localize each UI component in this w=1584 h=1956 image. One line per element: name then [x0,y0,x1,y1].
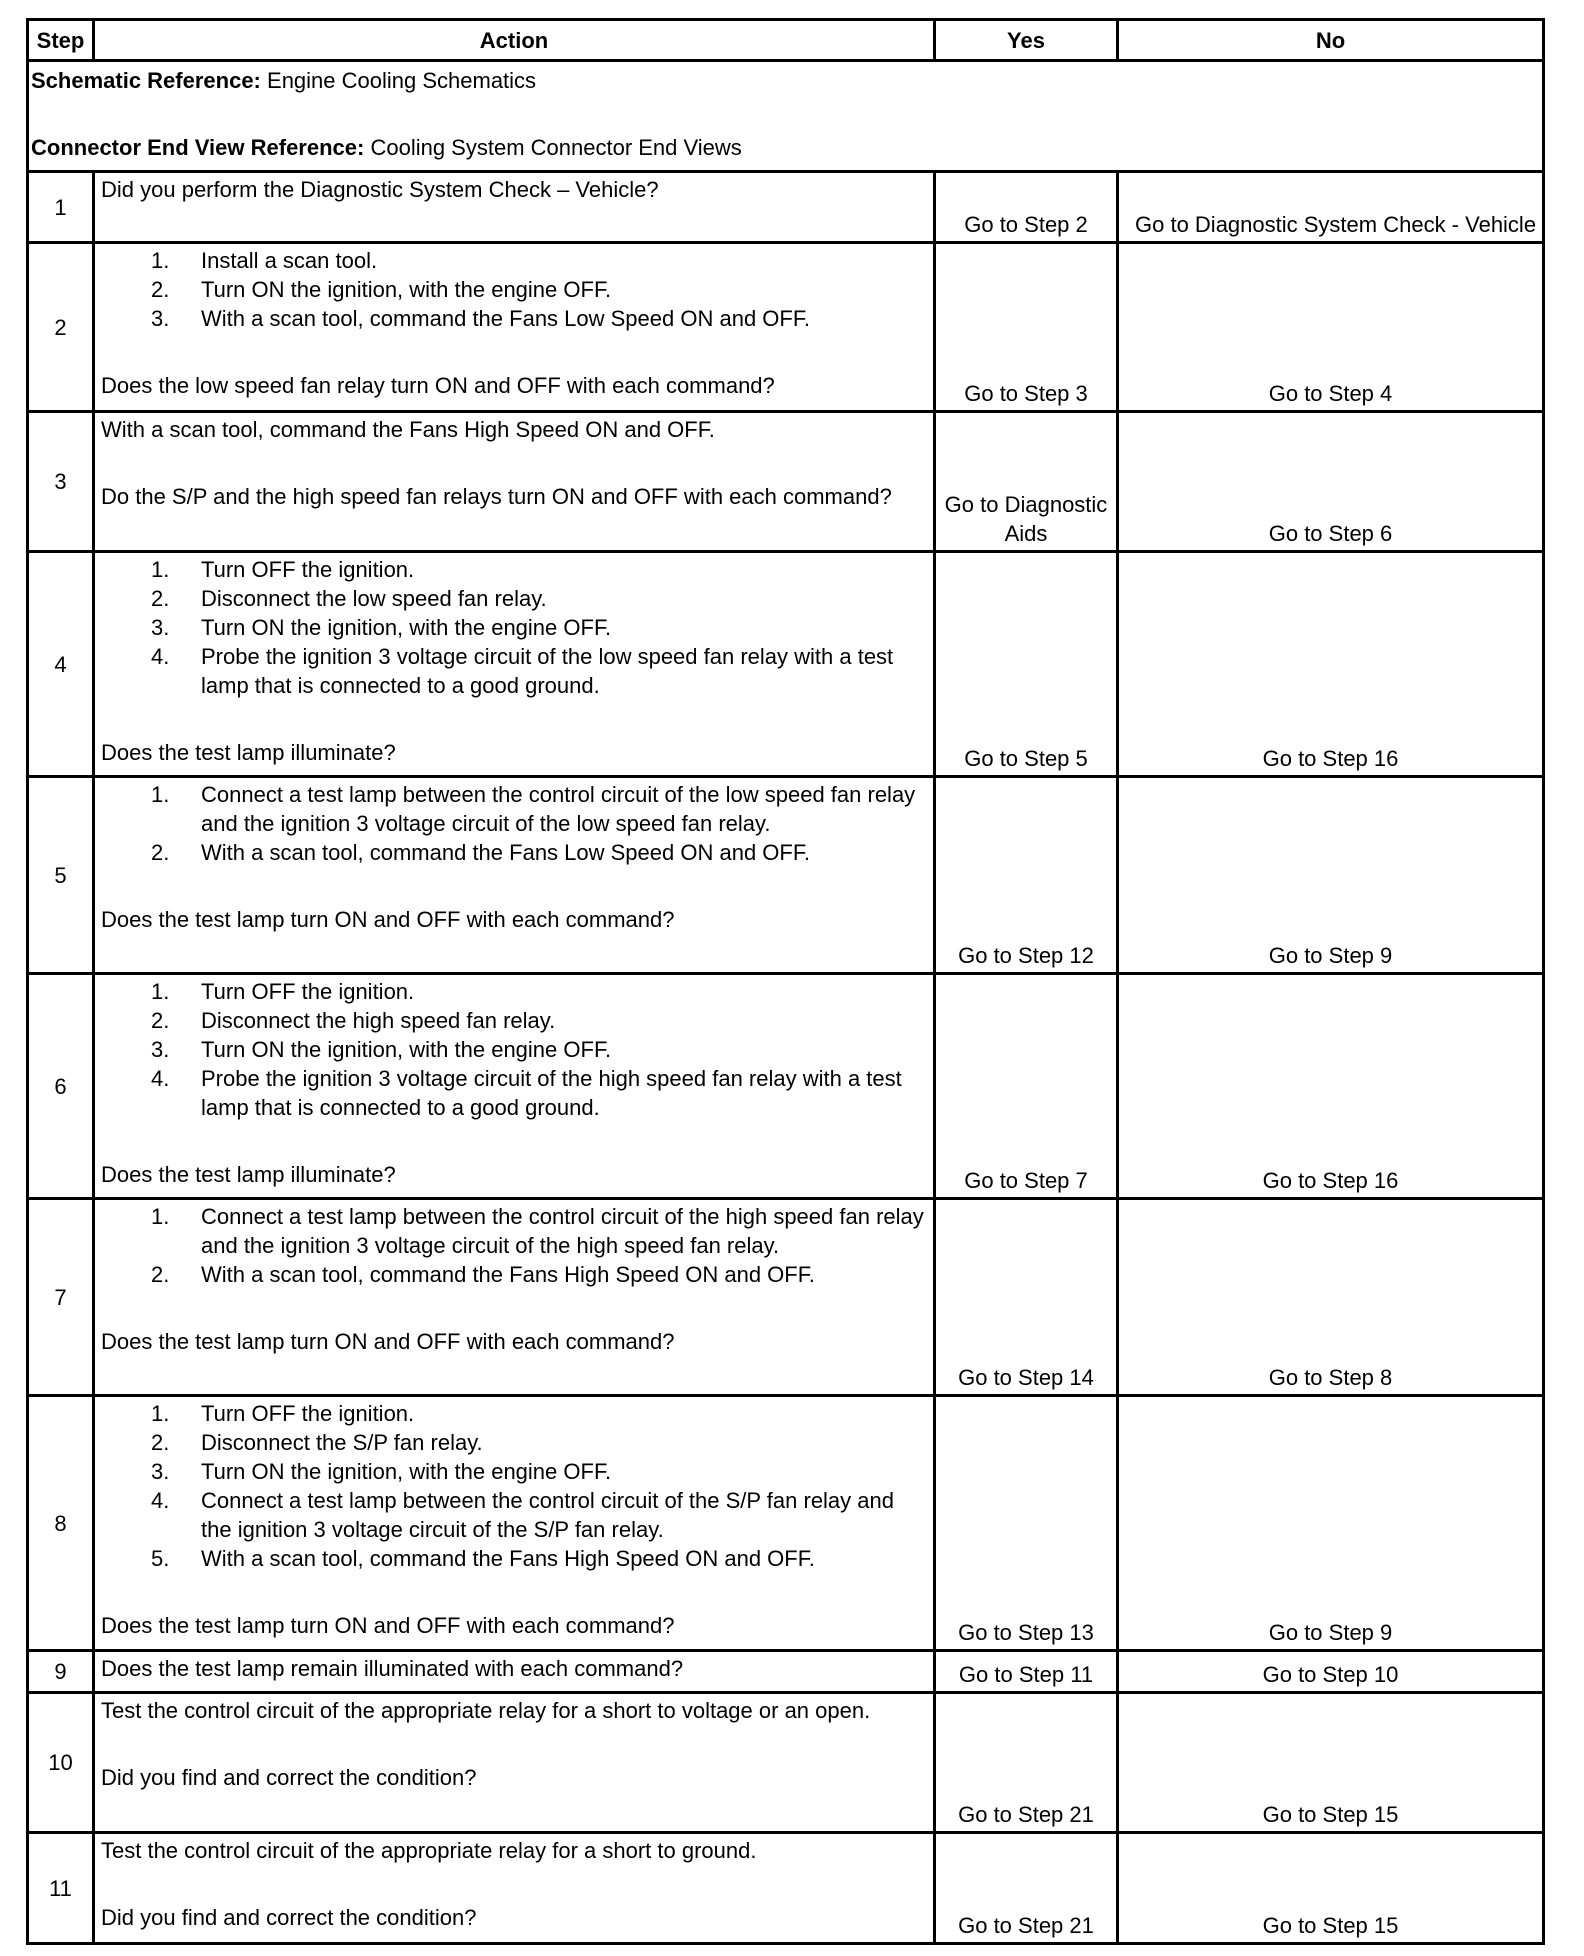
step-number: 1 [28,172,94,243]
table-row [28,243,1544,412]
step-number: 6 [28,974,94,1199]
question-text: Do the S/P and the high speed fan relays turn ON and OFF with each command? [101,484,892,509]
table-row [28,974,1544,1199]
question-text: Does the test lamp remain illuminated with each command? [101,1656,684,1681]
action-cell [94,777,935,974]
table-row [28,172,1544,243]
question-text: Does the low speed fan relay turn ON and OFF with each command? [101,373,775,398]
action-cell [94,172,935,243]
header-yes: Yes [935,20,1118,61]
step-number: 9 [28,1651,94,1693]
list-item: Turn OFF the ignition. [201,1401,415,1426]
yes-link[interactable]: Go to Step 3 [935,243,1118,412]
table-row [28,1396,1544,1651]
step-number: 7 [28,1199,94,1396]
no-link[interactable]: Go to Step 10 [1118,1651,1544,1693]
connector-reference-link[interactable]: Cooling System Connector End Views [370,135,742,160]
yes-link[interactable]: Go to Step 21 [935,1693,1118,1833]
header-action: Action [94,20,935,61]
table-row [28,777,1544,974]
yes-link[interactable]: Go to Step 2 [935,172,1118,243]
procedure-list [101,246,927,333]
yes-link[interactable]: Go to Diagnostic Aids [935,412,1118,552]
list-item: With a scan tool, command the Fans Low Speed ON and OFF. [201,840,810,865]
question-text: Does the test lamp turn ON and OFF with each command? [101,1613,675,1638]
list-item: Turn ON the ignition, with the engine OFF. [201,1037,612,1062]
procedure-list [101,1399,927,1573]
yes-link[interactable]: Go to Step 13 [935,1396,1118,1651]
schematic-reference-link[interactable]: Engine Cooling Schematics [267,68,537,93]
yes-link[interactable]: Go to Step 12 [935,777,1118,974]
reference-cell [28,61,1544,172]
no-link[interactable]: Go to Step 8 [1118,1199,1544,1396]
list-item: With a scan tool, command the Fans High Speed ON and OFF. [201,1262,815,1287]
action-cell [94,412,935,552]
no-link[interactable]: Go to Step 9 [1118,777,1544,974]
yes-link[interactable]: Go to Step 14 [935,1199,1118,1396]
list-item: Disconnect the S/P fan relay. [201,1430,483,1455]
yes-link[interactable]: Go to Step 7 [935,974,1118,1199]
action-cell [94,1199,935,1396]
intro-text: Test the control circuit of the appropriate relay for a short to voltage or an open. [101,1698,871,1723]
action-cell [94,552,935,777]
step-number: 8 [28,1396,94,1651]
header-no: No [1118,20,1544,61]
intro-text: With a scan tool, command the Fans High Speed ON and OFF. [101,417,715,442]
list-item: Turn ON the ignition, with the engine OFF. [201,1459,612,1484]
connector-reference-label: Connector End View Reference: [31,135,365,160]
no-link[interactable]: Go to Step 16 [1118,552,1544,777]
question-text: Did you find and correct the condition? [101,1905,477,1930]
procedure-list [101,780,927,867]
connector-reference [31,133,1540,162]
list-item: Turn ON the ignition, with the engine OFF. [201,277,612,302]
list-item: Connect a test lamp between the control circuit of the low speed fan relay and the ignition 3 voltage circuit of the low speed fan relay. [201,782,916,836]
table-row [28,552,1544,777]
no-link[interactable]: Go to Step 4 [1118,243,1544,412]
list-item: Turn OFF the ignition. [201,557,415,582]
step-number: 2 [28,243,94,412]
procedure-list [101,1202,927,1289]
step-number: 4 [28,552,94,777]
list-item: With a scan tool, command the Fans Low Speed ON and OFF. [201,306,810,331]
list-item: Turn OFF the ignition. [201,979,415,1004]
diagnostic-table-page [26,18,1542,1945]
table-row [28,1693,1544,1833]
action-cell [94,243,935,412]
list-item: Probe the ignition 3 voltage circuit of the low speed fan relay with a test lamp that is connected to a good ground. [201,644,894,698]
header-row [28,20,1544,61]
no-link[interactable]: Go to Step 16 [1118,974,1544,1199]
question-text: Does the test lamp illuminate? [101,740,396,765]
yes-link[interactable]: Go to Step 5 [935,552,1118,777]
list-item: Disconnect the high speed fan relay. [201,1008,556,1033]
yes-link[interactable]: Go to Step 11 [935,1651,1118,1693]
list-item: Probe the ignition 3 voltage circuit of the high speed fan relay with a test lamp that is connected to a good ground. [201,1066,902,1120]
list-item: Connect a test lamp between the control circuit of the S/P fan relay and the ignition 3 voltage circuit of the S/P fan relay. [201,1488,894,1542]
table-row [28,1199,1544,1396]
procedure-list [101,977,927,1122]
no-link[interactable]: Go to Diagnostic System Check - Vehicle [1118,172,1544,243]
no-link[interactable]: Go to Step 15 [1118,1693,1544,1833]
schematic-reference [31,66,1540,95]
step-number: 3 [28,412,94,552]
diagnostic-table [26,18,1545,1945]
action-cell [94,1833,935,1944]
no-link[interactable]: Go to Step 6 [1118,412,1544,552]
no-link[interactable]: Go to Step 15 [1118,1833,1544,1944]
question-text: Does the test lamp turn ON and OFF with each command? [101,907,675,932]
action-cell [94,1651,935,1693]
question-text: Did you find and correct the condition? [101,1765,477,1790]
table-row [28,412,1544,552]
step-number: 10 [28,1693,94,1833]
table-row [28,1651,1544,1693]
action-cell [94,1693,935,1833]
question-text: Does the test lamp turn ON and OFF with each command? [101,1329,675,1354]
action-cell [94,974,935,1199]
yes-link[interactable]: Go to Step 21 [935,1833,1118,1944]
table-row [28,1833,1544,1944]
list-item: Disconnect the low speed fan relay. [201,586,547,611]
intro-text: Test the control circuit of the appropriate relay for a short to ground. [101,1838,757,1863]
procedure-list [101,555,927,700]
reference-row [28,61,1544,172]
question-text: Does the test lamp illuminate? [101,1162,396,1187]
schematic-reference-label: Schematic Reference: [31,68,261,93]
list-item: With a scan tool, command the Fans High Speed ON and OFF. [201,1546,815,1571]
step-number: 5 [28,777,94,974]
step-number: 11 [28,1833,94,1944]
header-step: Step [28,20,94,61]
list-item: Turn ON the ignition, with the engine OFF. [201,615,612,640]
list-item: Connect a test lamp between the control circuit of the high speed fan relay and the ignition 3 voltage circuit of the high speed fan relay. [201,1204,924,1258]
action-cell [94,1396,935,1651]
question-text: Did you perform the Diagnostic System Check – Vehicle? [101,177,659,202]
list-item: Install a scan tool. [201,248,378,273]
no-link[interactable]: Go to Step 9 [1118,1396,1544,1651]
